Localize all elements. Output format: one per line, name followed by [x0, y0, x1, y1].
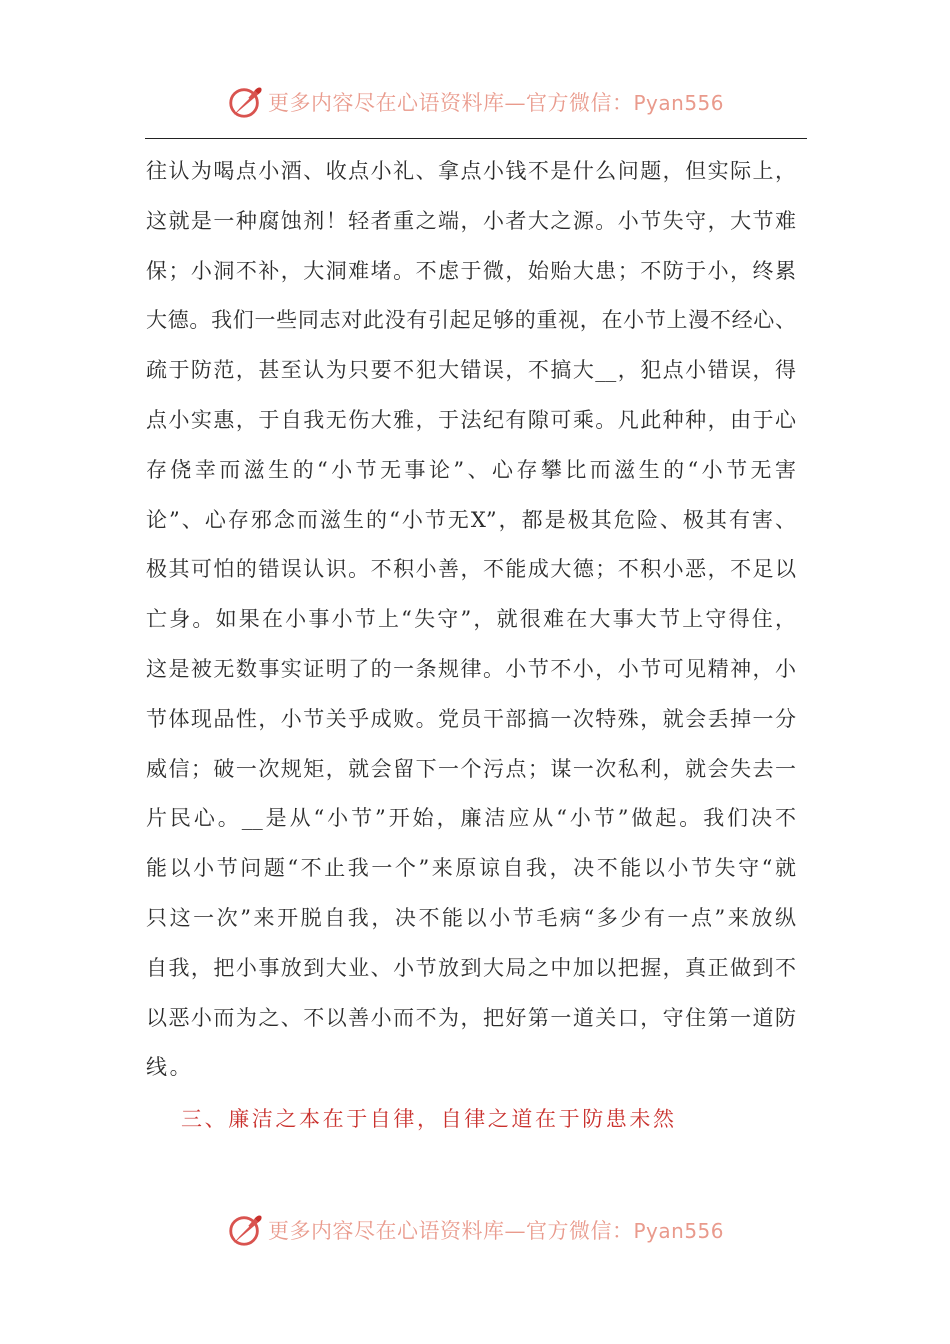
body-line: 节体现品性，小节关乎成败。党员干部搞一次特殊，就会丢掉一分: [146, 706, 796, 731]
body-line: 存侥幸而滋生的“小节无事论”、心存攀比而滋生的“小节无害: [146, 457, 796, 482]
quill-logo-icon: [226, 1211, 264, 1249]
body-line: 能以小节问题“不止我一个”来原谅自我，决不能以小节失守“就: [146, 856, 796, 881]
body-line: 保；小洞不补，大洞难堵。不虑于微，始贻大患；不防于小，终累: [146, 258, 796, 283]
body-line: 这就是一种腐蚀剂！轻者重之端，小者大之源。小节失守，大节难: [146, 208, 796, 233]
body-line: 线。: [146, 1055, 194, 1080]
header-watermark: [0, 82, 950, 122]
quill-logo-icon: [226, 83, 264, 121]
body-paragraph: [146, 150, 796, 1096]
watermark-text: 更多内容尽在心语资料库—官方微信：Pyan556: [267, 91, 724, 115]
body-line: 大德。我们一些同志对此没有引起足够的重视，在小节上漫不经心、: [146, 308, 796, 333]
wechat-handle: Pyan556: [633, 1219, 724, 1243]
body-line: 只这一次”来开脱自我，决不能以小节毛病“多少有一点”来放纵: [146, 905, 796, 930]
body-line: 亡身。如果在小事小节上“失守”，就很难在大事大节上守得住，: [146, 607, 796, 632]
wechat-handle: Pyan556: [633, 91, 724, 115]
body-line: 论”、心存邪念而滋生的“小节无X”，都是极其危险、极其有害、: [146, 507, 796, 532]
body-line: 自我，把小事放到大业、小节放到大局之中加以把握，真正做到不: [146, 955, 796, 980]
footer-watermark: [0, 1210, 950, 1250]
body-line: 点小实惠，于自我无伤大雅，于法纪有隙可乘。凡此种种，由于心: [146, 407, 796, 432]
body-line: 威信；破一次规矩，就会留下一个污点；谋一次私利，就会失去一: [146, 756, 796, 781]
watermark-text: 更多内容尽在心语资料库—官方微信：Pyan556: [267, 1219, 724, 1243]
body-line: 以恶小而为之、不以善小而不为，把好第一道关口，守住第一道防: [146, 1005, 796, 1030]
body-line: 往认为喝点小酒、收点小礼、拿点小钱不是什么问题，但实际上，: [146, 159, 796, 183]
body-line: 这是被无数事实证明了的一条规律。小节不小，小节可见精神，小: [146, 656, 796, 681]
body-line: 极其可怕的错误认识。不积小善，不能成大德；不积小恶，不足以: [146, 557, 796, 582]
body-line: 疏于防范，甚至认为只要不犯大错误，不搞大__，犯点小错误，得: [146, 358, 796, 383]
header-divider: [145, 138, 807, 139]
section-heading: 三、廉洁之本在于自律，自律之道在于防患未然: [181, 1107, 677, 1131]
body-line: 片民心。__是从“小节”开始，廉洁应从“小节”做起。我们决不: [146, 806, 796, 831]
